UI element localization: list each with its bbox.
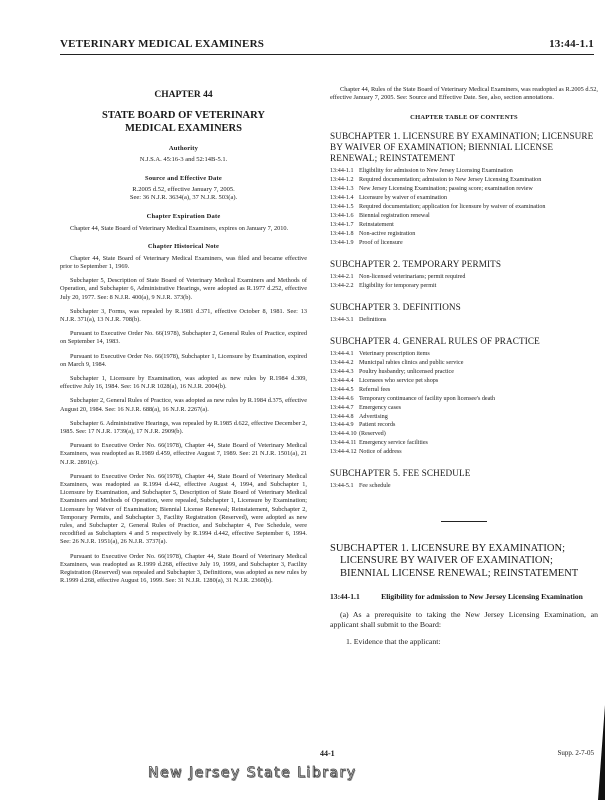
history-paragraph: Subchapter 1, Licensure by Examination, was adopted as new rules by R.1984 d.309, effective July 16, 1984. See: 16 N.J.R 1028(a), 16 N.J.R. 2004(b).	[60, 374, 307, 391]
toc-item	[330, 168, 598, 175]
toc-item-number: 13:44-2.1	[330, 273, 354, 280]
toc-item-title: Emergency service facilities	[359, 440, 428, 447]
section-heading	[330, 592, 598, 602]
history-paragraph: Subchapter 3, Forms, was repealed by R.1981 d.371, effective October 8, 1981. See: 13 N.J.R. 371(a), 13 N.J.R. 708(b).	[60, 307, 307, 323]
chapter-title	[60, 109, 307, 135]
toc-item	[330, 422, 598, 429]
toc-item-title: Veterinary prescription items	[359, 351, 430, 358]
section-paragraph: (a) As a prerequisite to taking the New Jersey Licensing Examination, an applicant shall submit to the Board:	[330, 609, 598, 630]
toc-item-title: Poultry husbandry; unlicensed practice	[359, 369, 454, 376]
toc-item-title: Eligibility for admission to New Jersey Licensing Examination	[359, 168, 513, 175]
toc-item-number: 13:44-1.2	[330, 177, 354, 184]
toc-item-title: Licensure by waiver of examination	[359, 195, 447, 202]
subchapter-heading: SUBCHAPTER 1. LICENSURE BY EXAMINATION; LICENSURE BY WAIVER OF EXAMINATION; BIENNIAL LICENSE RENEWAL; REINSTATEMENT	[330, 542, 579, 579]
toc-item	[330, 222, 598, 229]
toc-item-number: 13:44-1.4	[330, 195, 354, 202]
chapter-title-line-2: MEDICAL EXAMINERS	[125, 123, 242, 134]
toc-item-title: Municipal rabies clinics and public service	[359, 360, 464, 367]
toc-item-number: 13:44-4.10	[330, 431, 357, 438]
toc-item-number: 13:44-1.7	[330, 221, 354, 228]
toc-item-title: Temporary continuance of facility upon licensee's death	[359, 395, 496, 402]
toc-item	[330, 360, 598, 367]
toc-item	[330, 378, 598, 385]
toc-item-title: Eligibility for temporary permit	[359, 282, 437, 289]
source-line-1: R.2005 d.52, effective January 7, 2005.	[132, 185, 235, 193]
source-heading: Source and Effective Date	[145, 174, 222, 182]
history-paragraph: Chapter 44, State Board of Veterinary Medical Examiners, was filed and became effective prior to September 1, 1969.	[60, 254, 307, 270]
toc-item-number: 13:44-2.2	[330, 282, 354, 289]
toc-item-number: 13:44-4.8	[330, 413, 354, 420]
toc-item-number: 13:44-4.6	[330, 395, 354, 402]
header-section-number: 13:44-1.1	[549, 38, 594, 50]
toc-item	[330, 317, 598, 324]
toc-item	[330, 369, 598, 376]
toc-item-number: 13:44-1.1	[330, 168, 354, 175]
right-column	[330, 86, 598, 647]
toc-item-number: 13:44-4.2	[330, 360, 354, 367]
toc-item-number: 13:44-1.9	[330, 239, 354, 246]
toc-item	[330, 186, 598, 193]
toc-item-number: 13:44-4.1	[330, 351, 354, 358]
toc-item	[330, 204, 598, 211]
toc-item	[330, 431, 598, 438]
toc-item	[330, 213, 598, 220]
toc-item-number: 13:44-1.8	[330, 230, 354, 237]
history-paragraph: Pursuant to Executive Order No. 66(1978), Chapter 44, State Board of Veterinary Medical Examiners, was readopted as R.1994 d.442, effective August 4, 1994, and Subchapter 1, Licensure by Examination, and Subchapter 5, Description of State Board of Veterinary Medical Examiners and Methods of Operation, were repealed, Subchapter 1, Licensure by Examination; Licensure by Waiver of Examination; Biennial License Renewal; Reinstatement, Subchapter 2, Temporary Permits, and Subchapter 3, Facility Registration (Reserved), were adopted as new rules, and Subchapter 2, General Rules of Practice, and Subchapter 4, Fee Schedule, were recodified as Subchapters 4 and 5 respectively by R.1994 d.442, effective September 6, 1994. See: 26 N.J.R. 1951(a), 26 N.J.R. 3737(a).	[60, 472, 307, 546]
toc-item	[330, 440, 598, 447]
header-title: VETERINARY MEDICAL EXAMINERS	[60, 38, 265, 50]
toc-title: CHAPTER TABLE OF CONTENTS	[410, 114, 518, 122]
toc-item-number: 13:44-4.5	[330, 386, 354, 393]
toc-item-title: Proof of licensure	[359, 239, 403, 246]
expiration-text: Chapter 44, State Board of Veterinary Medical Examiners, expires on January 7, 2010.	[70, 224, 289, 232]
section-title: Eligibility for admission to New Jersey Licensing Examination	[381, 592, 583, 602]
toc-subchapter-heading: SUBCHAPTER 5. FEE SCHEDULE	[330, 468, 471, 479]
toc-item-number: 13:44-1.6	[330, 212, 354, 219]
toc-item-number: 13:44-4.12	[330, 449, 357, 456]
toc-item-title: Referral fees	[359, 386, 391, 393]
toc-item-title: Patient records	[359, 422, 396, 429]
authority-heading: Authority	[168, 145, 199, 152]
source-text	[60, 186, 307, 203]
toc-subchapter-heading: SUBCHAPTER 2. TEMPORARY PERMITS	[330, 258, 502, 269]
toc-item-title: Fee schedule	[359, 483, 391, 490]
toc-item	[330, 283, 598, 290]
history-paragraph: Subchapter 2, General Rules of Practice, was adopted as new rules by R.1984 d.375, effective August 20, 1984. See: 16 N.J.R. 688(a), 16 N.J.R. 2267(a).	[60, 397, 307, 413]
toc-item-title: Required documentation; application for licensure by waiver of examination	[359, 203, 546, 210]
toc-item-title: Reinstatement	[359, 221, 394, 228]
page-number: 44-1	[320, 749, 335, 758]
toc-item	[330, 195, 598, 202]
toc-item-title: New Jersey Licensing Examination; passing score; examination review	[359, 186, 533, 193]
section-list-item: 1. Evidence that the applicant:	[346, 636, 441, 646]
chapter-number: CHAPTER 44	[154, 90, 213, 100]
readoption-note: Chapter 44, Rules of the State Board of Veterinary Medical Examiners, was readopted as R.2005 d.52, effective January 7, 2005. See: Source and Effective Date. See, also, section annotations.	[330, 86, 598, 102]
toc-item	[330, 177, 598, 184]
toc-subchapter-heading: SUBCHAPTER 4. GENERAL RULES OF PRACTICE	[330, 336, 540, 347]
toc-item-number: 13:44-5.1	[330, 483, 354, 490]
toc-item-number: 13:44-1.3	[330, 186, 354, 193]
section-divider	[441, 521, 487, 522]
toc-item	[330, 274, 598, 281]
toc-item-title: (Reserved)	[359, 431, 386, 438]
left-column	[60, 86, 307, 585]
toc-item-number: 13:44-4.3	[330, 369, 354, 376]
toc-item-number: 13:44-4.7	[330, 404, 354, 411]
running-header	[60, 38, 594, 55]
expiration-heading: Chapter Expiration Date	[146, 212, 221, 220]
toc-item	[330, 414, 598, 421]
authority-text: N.J.S.A. 45:16-3 and 52:14B-5.1.	[139, 156, 228, 163]
history-heading: Chapter Historical Note	[147, 242, 220, 250]
toc-item-title: Definitions	[359, 317, 387, 324]
toc-item-title: Advertising	[359, 413, 388, 420]
library-watermark: New Jersey State Library	[148, 765, 357, 781]
source-line-2: See: 36 N.J.R. 3634(a), 37 N.J.R. 503(a).	[129, 194, 238, 201]
toc-item-title: Emergency cases	[359, 404, 402, 411]
history-paragraph: Pursuant to Executive Order No. 66(1978), Chapter 44, State Board of Veterinary Medical Examiners, was readopted as R.1989 d.459, effective August 7, 1989. See: 21 N.J.R. 1501(a), 21 N.J.R. 2891(c).	[60, 442, 307, 466]
supplement-date: Supp. 2-7-05	[557, 749, 594, 757]
toc-item-title: Notice of address	[359, 449, 402, 456]
toc-item	[330, 240, 598, 247]
toc-item	[330, 405, 598, 412]
toc-item	[330, 483, 598, 490]
toc-item-number: 13:44-4.11	[330, 440, 357, 447]
toc-subchapter-heading: SUBCHAPTER 1. LICENSURE BY EXAMINATION; LICENSURE BY WAIVER OF EXAMINATION; BIENNIAL LICENSE RENEWAL; REINSTATEMENT	[330, 131, 594, 164]
toc-item	[330, 396, 598, 403]
history-paragraph: Pursuant to Executive Order No. 66(1978), Chapter 44, State Board of Veterinary Medical Examiners, was readopted as R.1999 d.268, effective July 19, 1999, and Subchapter 3, Facility Registration (Reserved) was repealed and Subchapter 3, Definitions, was adopted as new rules by R.1999 d.268, effective August 16, 1999. See: 31 N.J.R. 1280(a), 31 N.J.R. 2360(b).	[60, 552, 307, 585]
toc-item-number: 13:44-3.1	[330, 317, 354, 324]
toc-item	[330, 449, 598, 456]
toc-item	[330, 231, 598, 238]
toc-item	[330, 387, 598, 394]
history-paragraph: Pursuant to Executive Order No. 66(1978), Subchapter 2, General Rules of Practice, expired on September 14, 1983.	[60, 330, 307, 346]
toc-item-title: Biennial registration renewal	[359, 212, 430, 219]
toc-item-number: 13:44-4.4	[330, 377, 354, 384]
section-number: 13:44-1.1	[330, 592, 360, 602]
chapter-title-line-1: STATE BOARD OF VETERINARY	[102, 110, 265, 121]
scan-edge-mark	[598, 705, 605, 800]
history-paragraph: Subchapter 6. Administrative Hearings, was repealed by R.1985 d.622, effective December 2, 1985. See: 17 N.J.R. 1739(a), 17 N.J.R. 2909(b).	[60, 419, 307, 435]
toc-item-number: 13:44-1.5	[330, 203, 354, 210]
toc-item-title: Licensees who service pet shops	[359, 377, 439, 384]
toc-item-title: Non-active registration	[359, 230, 416, 237]
toc-item	[330, 351, 598, 358]
history-paragraph: Subchapter 5, Description of State Board of Veterinary Medical Examiners and Methods of Operation, and Subchapter 6, Administrative Hearings, were adopted as R.1977 d.252, effective July 20, 1977. See: 8 N.J.R. 400(a), 9 N.J.R. 373(b).	[60, 277, 307, 301]
toc-subchapter-heading: SUBCHAPTER 3. DEFINITIONS	[330, 302, 461, 313]
toc-item-title: Required documentation; admission to New Jersey Licensing Examination	[359, 177, 542, 184]
history-paragraph: Pursuant to Executive Order No. 66(1978), Subchapter 1, Licensure by Examination, expired on March 9, 1984.	[60, 352, 307, 368]
toc-item-number: 13:44-4.9	[330, 422, 354, 429]
toc-item-title: Non-licensed veterinarians; permit required	[359, 273, 466, 280]
